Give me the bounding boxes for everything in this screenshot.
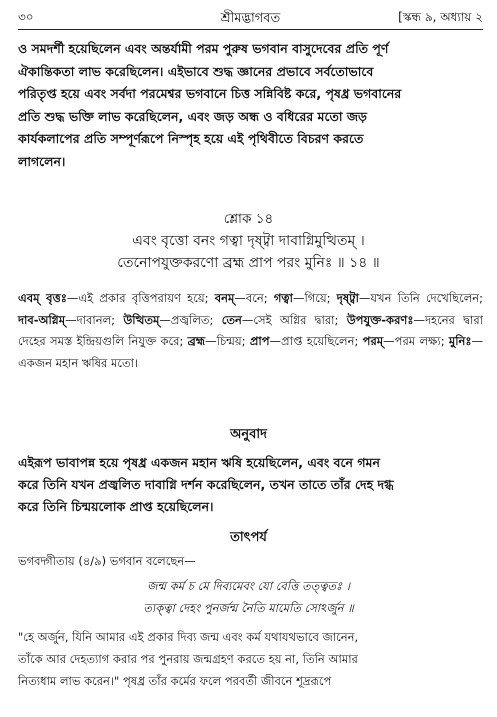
verse-line: তেনোপযুক্তকরণো ব্রহ্ম প্রাপ পরং মুনিঃ ॥ ১৪ ॥ [117, 255, 380, 271]
synonym-term: দৃষ্ট্বা [336, 291, 359, 305]
sanskrit-verse [0, 230, 497, 274]
synonym-meaning: যখন তিনি দেখেছিলেন; [370, 291, 484, 305]
synonym-term: বনম্ [214, 291, 235, 305]
synonym-meaning: দহনের দ্বারা দেহের সমস্ত ইন্দ্রিয়গুলি নিযুক্ত করে; [18, 312, 483, 348]
text-line: এইরূপ ভাবাপন্ন হয়ে পৃষধ্র একজন মহান ঋষি হয়েছিলেন, এবং বনে গমন [18, 455, 380, 470]
word-for-word-synonyms: এবম্ বৃত্তঃ—এই প্রকার বৃত্তিপরায়ণ হয়ে; বনম্—বনে; গত্বা—গিয়ে; দৃষ্ট্বা—যখন তিনি দেখেছিলেন; দাব-অগ্নিম্—দাবানল; উত্থিতম্—প্রজ্বলিত; তেন—সেই অগ্নির দ্বারা; উপযুক্ত-করণঃ—দহনের দ্বারা দেহের সমস্ত ইন্দ্রিয়গুলি নিযুক্ত করে; ব্রহ্ম—চিন্ময়; প্রাপ—প্রাপ্ত হয়েছিলেন; পরম্—পরম লক্ষ্য; মুনিঃ—একজন মহান ঋষির মতো। [18, 291, 484, 370]
synonym-term: ব্রহ্ম [187, 334, 206, 348]
text-line: পরিতৃপ্ত হয়ে এবং সর্বদা পরমেশ্বর ভগবানে চিত্ত সন্নিবিষ্ট করে, পৃষধ্র ভগবানের [18, 86, 402, 101]
synonym-meaning: বনে; [245, 291, 268, 305]
verse-line: এবং বৃত্তো বনং গত্বা দৃষ্ট্বা দাবাগ্নিমুত্থিতম্ । [132, 233, 365, 249]
translation-text [18, 452, 483, 518]
synonym-term: উপযুক্ত-করণঃ [346, 312, 414, 327]
purport-text [18, 626, 483, 692]
text-line: নিত্যধাম লাভ করেন।" পৃষধ্র তাঁর কর্মের ফলে পরবর্তী জীবনে শূদ্ররূপে [18, 674, 332, 688]
synonym-term: তেন [221, 312, 242, 327]
intro-paragraph [18, 38, 483, 173]
text-line: ঐকান্তিকতা লাভ করেছিলেন। এইভাবে শুদ্ধ জ্ঞানের প্রভাবে সর্বতোভাবে [18, 63, 374, 79]
synonym-meaning: পরম লক্ষ্য; [394, 334, 445, 348]
text-line: করে তিনি যখন প্রজ্বলিত দাবাগ্নি দর্শন করেছিলেন, তখন তাতে তাঁর দেহ দগ্ধ [18, 477, 394, 492]
gita-quote-line: জন্ম কর্ম চ মে দিব্যমেবং যো বেত্তি তত্ত্বতঃ । [147, 579, 350, 593]
text-line: লাগলেন। [18, 153, 66, 169]
synonym-term: প্রাপ [249, 334, 270, 348]
text-line: করে তিনি চিন্ময়লোক প্রাপ্ত হয়েছিলেন। [18, 499, 214, 514]
book-title: শ্রীমদ্ভাগবত [220, 11, 281, 26]
text-line: "হে অর্জুন, যিনি আমার এই প্রকার দিব্য জন্ম এবং কর্ম যথাযথভাবে জানেন, [18, 630, 359, 644]
gita-quote-line: ত্যক্ত্বা দেহং পুনর্জন্ম নৈতি মামেতি সোঽর্জুন ॥ [143, 601, 354, 615]
purport-heading: তাৎপর্য [230, 530, 267, 545]
text-line: ও সমদর্শী হয়েছিলেন এবং অন্তর্যামী পরম পুরুষ ভগবান বাসুদেবের প্রতি পূর্ণ [18, 41, 389, 56]
page-number: ৩০ [18, 10, 34, 24]
synonym-term: উত্থিতম্ [123, 312, 160, 327]
synonym-meaning: সেই অগ্নির দ্বারা; [253, 312, 339, 327]
text-line: কার্যকলাপের প্রতি সম্পূর্ণরূপে নিস্পৃহ হয়ে এই পৃথিবীতে বিচরণ করতে [18, 131, 364, 146]
verse-heading: শ্লোক ১৪ [223, 211, 274, 227]
synonym-meaning: প্রাপ্ত হয়েছিলেন; [281, 334, 359, 348]
synonym-meaning: এই প্রকার বৃত্তিপরায়ণ হয়ে; [78, 291, 209, 305]
synonym-term: মুনিঃ [448, 334, 472, 348]
synonym-term: গত্বা [273, 291, 293, 305]
page-header [18, 9, 483, 27]
chapter-reference: [স্কন্ধ ৯, অধ্যায় ২ [398, 10, 483, 24]
translation-heading: অনুবাদ [230, 427, 267, 442]
purport-intro: ভগবদ্গীতায় (৪/৯) ভগবান বলেছেন— [18, 554, 196, 568]
synonym-term: পরম্ [362, 334, 384, 348]
text-line: প্রতি শুদ্ধ ভক্তি লাভ করেছিলেন, এবং জড় অন্ধ ও বধিরের মতো জড় [18, 108, 367, 124]
synonym-meaning: চিন্ময়; [216, 334, 246, 348]
header-rule [18, 29, 483, 30]
synonym-meaning: প্রজ্বলিত; [170, 312, 214, 327]
synonym-meaning: একজন মহান ঋষির মতো। [18, 355, 139, 370]
text-line: তাঁকে আর দেহত্যাগ করার পর পুনরায় জন্মগ্রহণ করতে হয় না, তিনি আমার [18, 652, 358, 666]
synonym-meaning: দাবানল; [76, 312, 116, 327]
synonym-term: এবম্ বৃত্তঃ [18, 291, 67, 305]
synonym-meaning: গিয়ে; [304, 291, 331, 305]
synonym-term: দাব-অগ্নিম্ [18, 312, 66, 327]
